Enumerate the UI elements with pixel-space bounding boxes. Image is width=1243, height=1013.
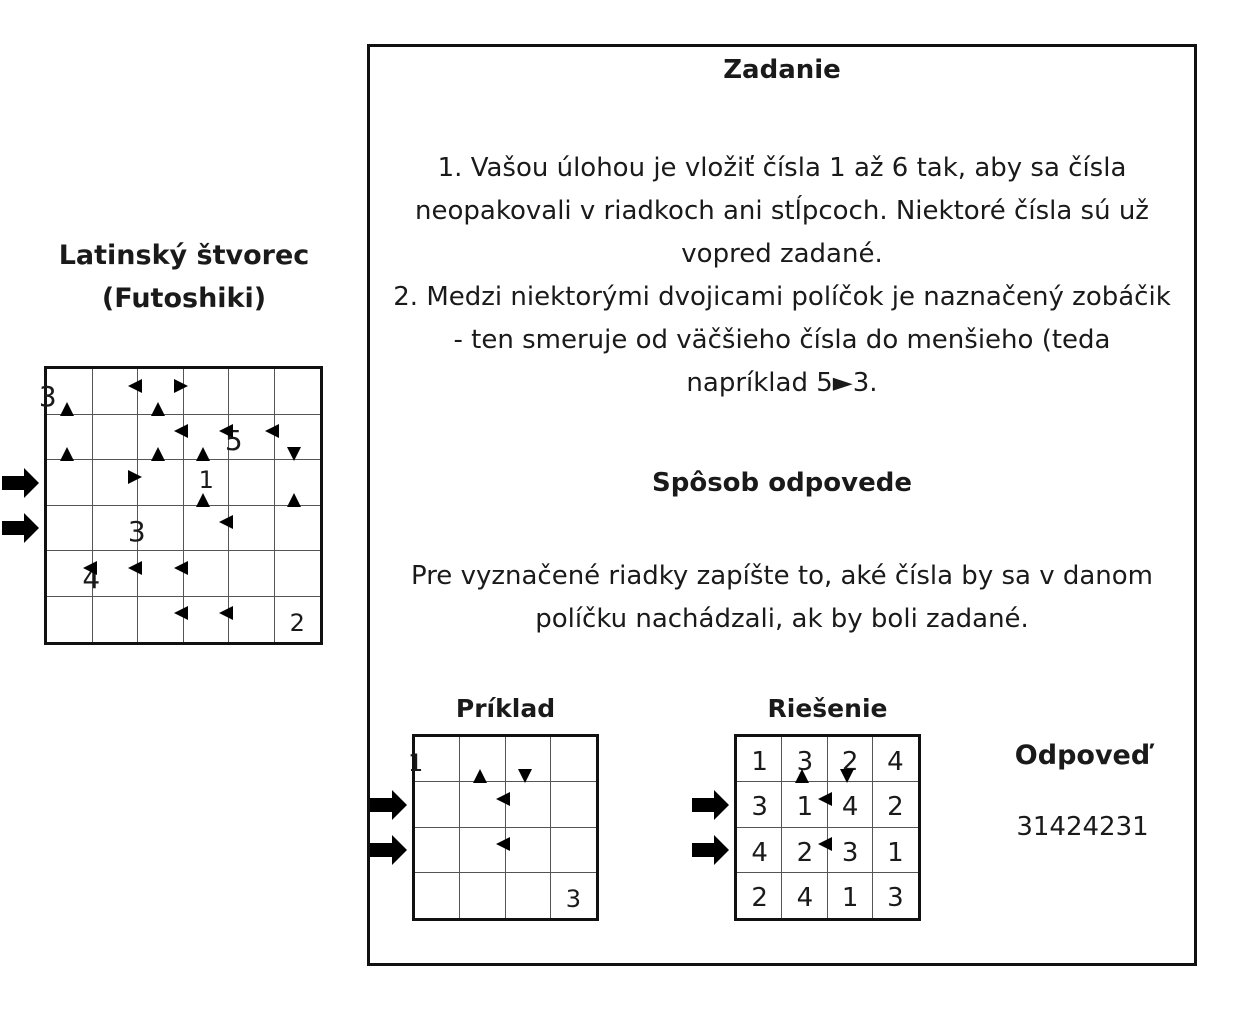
inequality-left-icon bbox=[265, 424, 279, 438]
cell-number: 5 bbox=[224, 423, 243, 457]
inequality-right-icon bbox=[128, 470, 142, 484]
inequality-left-icon bbox=[174, 561, 188, 575]
answer-method-line: Pre vyznačené riadky zapíšte to, aké čísla by sa v danom bbox=[410, 561, 1154, 591]
answer-method-heading: Spôsob odpovede bbox=[652, 468, 912, 498]
inequality-up-icon bbox=[795, 769, 809, 783]
inequality-down-icon bbox=[840, 769, 854, 783]
inequality-up-icon bbox=[196, 447, 210, 461]
inequality-up-icon bbox=[60, 402, 74, 416]
cell-number: 4 bbox=[751, 837, 768, 868]
solution-label: Riešenie bbox=[767, 694, 888, 723]
instructions-line: napríklad 5►3. bbox=[686, 368, 878, 398]
row-marker-arrow-icon bbox=[370, 789, 408, 821]
inequality-left-icon bbox=[818, 837, 832, 851]
inequality-up-icon bbox=[287, 493, 301, 507]
cell-number: 4 bbox=[796, 882, 814, 913]
instructions-line: neopakovali v riadkoch ani stĺpcoch. Niektoré čísla sú už bbox=[415, 196, 1149, 226]
cell-number: 3 bbox=[38, 380, 57, 413]
inequality-left-icon bbox=[219, 515, 233, 529]
grid-line bbox=[47, 596, 320, 597]
instructions-line: 2. Medzi niektorými dvojicami políčok je naznačený zobáčik bbox=[393, 282, 1171, 312]
inequality-left-icon bbox=[219, 606, 233, 620]
grid-line bbox=[47, 505, 320, 506]
puzzle-title-line-2: (Futoshiki) bbox=[101, 283, 267, 314]
inequality-right-icon bbox=[174, 379, 188, 393]
inequality-left-icon bbox=[83, 561, 97, 575]
cell-number: 1 bbox=[887, 837, 904, 868]
cell-number: 2 bbox=[887, 792, 904, 823]
cell-number: 3 bbox=[841, 837, 859, 868]
cell-number: 2 bbox=[796, 837, 814, 868]
inequality-down-icon bbox=[518, 769, 532, 783]
inequality-up-icon bbox=[60, 447, 74, 461]
inequality-left-icon bbox=[128, 561, 142, 575]
inequality-left-icon bbox=[128, 379, 142, 393]
grid-line bbox=[737, 827, 918, 828]
grid-line bbox=[228, 369, 229, 642]
grid-line bbox=[137, 369, 138, 642]
row-marker-arrow-icon bbox=[692, 834, 730, 866]
row-marker-arrow-icon bbox=[2, 467, 40, 499]
cell-number: 1 bbox=[407, 749, 424, 777]
inequality-left-icon bbox=[174, 424, 188, 438]
example-grid bbox=[407, 734, 599, 921]
grid-line bbox=[47, 459, 320, 460]
cell-number: 1 bbox=[198, 466, 214, 494]
inequality-left-icon bbox=[496, 792, 510, 806]
cell-number: 2 bbox=[289, 608, 305, 637]
grid-line bbox=[47, 414, 320, 415]
cell-number: 3 bbox=[565, 884, 582, 913]
cell-number: 4 bbox=[82, 562, 101, 595]
example-label: Príklad bbox=[455, 694, 556, 723]
inequality-left-icon bbox=[496, 837, 510, 851]
inequality-left-icon bbox=[219, 424, 233, 438]
inequality-up-icon bbox=[473, 769, 487, 783]
answer-method-line: políčku nachádzali, ak by boli zadané. bbox=[535, 604, 1029, 634]
cell-number: 1 bbox=[841, 882, 859, 913]
row-marker-arrow-icon bbox=[692, 789, 730, 821]
cell-number: 1 bbox=[796, 792, 814, 823]
grid-line bbox=[415, 781, 596, 782]
grid-line bbox=[737, 781, 918, 782]
grid-line bbox=[274, 369, 275, 642]
grid-line bbox=[47, 550, 320, 551]
grid-line bbox=[92, 369, 93, 642]
inequality-up-icon bbox=[196, 493, 210, 507]
instructions-line: 1. Vašou úlohou je vložiť čísla 1 až 6 tak, aby sa čísla bbox=[437, 153, 1127, 183]
inequality-up-icon bbox=[151, 402, 165, 416]
inequality-left-icon bbox=[818, 792, 832, 806]
grid-line bbox=[737, 872, 918, 873]
grid-line bbox=[183, 369, 184, 642]
cell-number: 2 bbox=[841, 747, 859, 777]
cell-number: 1 bbox=[751, 747, 768, 777]
instructions-line: vopred zadané. bbox=[681, 239, 883, 269]
puzzle-title bbox=[40, 234, 328, 320]
grid-line bbox=[459, 737, 460, 918]
inequality-up-icon bbox=[151, 447, 165, 461]
inequality-down-icon bbox=[287, 447, 301, 461]
solution-grid bbox=[734, 734, 921, 921]
grid-line bbox=[415, 872, 596, 873]
cell-number: 2 bbox=[751, 882, 768, 913]
cell-number: 3 bbox=[887, 882, 904, 913]
instructions-text bbox=[370, 147, 1194, 405]
row-marker-arrow-icon bbox=[370, 834, 408, 866]
answer-label: Odpoveď bbox=[1014, 740, 1151, 771]
puzzle-title-line-1: Latinský štvorec bbox=[58, 240, 310, 271]
cell-number: 3 bbox=[751, 792, 768, 823]
inequality-left-icon bbox=[174, 606, 188, 620]
grid-line bbox=[505, 737, 506, 918]
cell-number: 4 bbox=[887, 747, 904, 777]
row-marker-arrow-icon bbox=[2, 512, 40, 544]
cell-number: 3 bbox=[127, 514, 146, 548]
grid-line bbox=[415, 827, 596, 828]
answer-method-text bbox=[370, 555, 1194, 641]
cell-number: 4 bbox=[841, 792, 859, 823]
instructions-line: - ten smeruje od väčšieho čísla do menšieho (teda bbox=[453, 325, 1111, 355]
cell-number: 3 bbox=[796, 747, 814, 777]
answer-value: 31424231 bbox=[1016, 812, 1149, 842]
instructions-heading: Zadanie bbox=[723, 55, 841, 85]
main-puzzle-grid bbox=[38, 366, 323, 645]
